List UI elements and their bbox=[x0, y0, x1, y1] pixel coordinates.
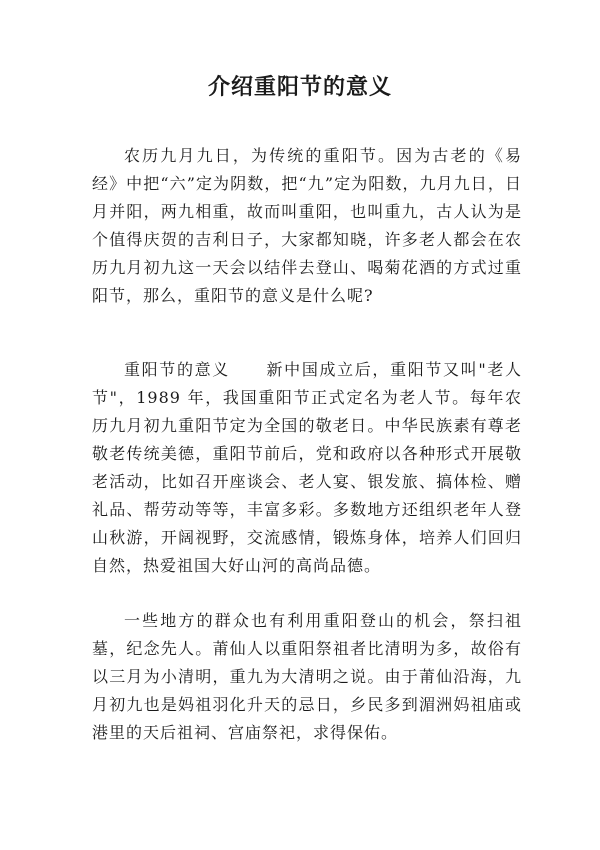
page-title: 介绍重阳节的意义 bbox=[207, 75, 392, 100]
paragraph-meaning-body: 新中国成立后，重阳节又叫"老人节"，1989 年，我国重阳节正式定名为老人节。每年农历九月初九重阳节定为全国的敬老日。中华民族素有尊老敬老传统美德，重阳节前后，党和政府以各种形式开展敬老活动，比如召开座谈会、老人宴、银发旅、搞体检、赠礼品、帮劳动等等，丰富多彩。多数地方还组织老年人登山秋游，开阔视野，交流感情，锻炼身体，培养人们回归自然，热爱祖国大好山河的高尚品德。 bbox=[92, 360, 522, 575]
paragraph-intro: 农历九月九日，为传统的重阳节。因为古老的《易经》中把“六”定为阴数，把“九”定为阳数，九月九日，日月并阳，两九相重，故而叫重阳，也叫重九，古人认为是个值得庆贺的吉利日子，大家都知晓，许多老人都会在农历九月初九这一天会以结伴去登山、喝菊花酒的方式过重阳节，那么，重阳节的意义是什么呢? bbox=[92, 146, 522, 305]
paragraph-meaning bbox=[92, 356, 522, 580]
paragraph-customs: 一些地方的群众也有利用重阳登山的机会，祭扫祖墓，纪念先人。莆仙人以重阳祭祖者比清明为多，故俗有以三月为小清明，重九为大清明之说。由于莆仙沿海，九月初九也是妈祖羽化升天的忌日，乡民多到湄洲妈祖庙或港里的天后祖祠、宫庙祭祀，求得保佑。 bbox=[92, 611, 522, 742]
section-heading: 重阳节的意义 bbox=[124, 360, 230, 379]
